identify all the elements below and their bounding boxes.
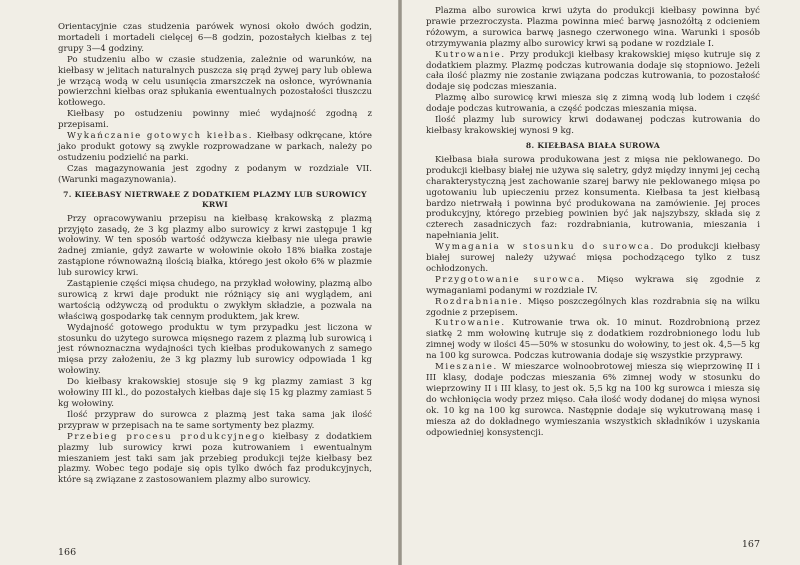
process-lead: Przebieg procesu produkcyjnego: [67, 431, 266, 442]
paragraph-item: [426, 318, 760, 362]
item-lead: Rozdrabnianie.: [435, 296, 524, 307]
item-lead: Przygotowanie surowca.: [435, 274, 586, 285]
paragraph-finishing: [58, 131, 372, 164]
paragraph: Plazmę albo surowicę krwi miesza się z zimną wodą lub lodem i część dodaje podczas kutrowania, a część podczas mieszania mięsa.: [426, 93, 760, 115]
finishing-lead: Wykańczanie gotowych kiełbas.: [67, 131, 254, 142]
item-text: W mieszarce wolnoobrotowej miesza się wieprzowinę II i III klasy, dodaje podczas mieszania 6% zimnej wody w stosunku do wieprzowiny II i III klasy, to jest ok. 5,5 kg na 100 kg surowca i miesza się do wchłonięcia wody przez mięso. Cała ilość wody dodanej do mięsa wynosi ok. 10 kg na 100 kg surowca. Następnie dodaje się wykutrowaną masę i miesza aż do dokładnego wymieszania wszystkich składników i uzyskania odpowiedniej konsystencji.: [426, 362, 760, 438]
kutrowanie-lead: Kutrowanie.: [435, 49, 506, 60]
process-text: kiełbasy z dodatkiem plazmy lub surowicy krwi poza kutrowaniem i ewentualnym mieszaniem jest taki sam jak przebieg produkcji tejże kiełbasy bez plazmy. Wobec tego podaje się opis tylko dwóch faz produkcyjnych, które są związane z zastosowaniem plazmy albo surowicy.: [58, 431, 373, 486]
finishing-text: Kiełbasy odkręcane, które jako produkt gotowy są zwykle rozprowadzane w parkach, należy po ostudzeniu podzielić na parki.: [58, 131, 372, 163]
paragraph-item: [426, 242, 760, 275]
paragraph: Orientacyjnie czas studzenia parówek wynosi około dwóch godzin, mortadeli i mortadeli cielęcej 6—8 godzin, pozostałych kiełbas z tej grupy 3—4 godziny.: [58, 22, 372, 54]
paragraph-item: [426, 297, 760, 319]
paragraph-item: [426, 362, 760, 438]
item-text: Mięso poszczególnych klas rozdrabnia się na wilku zgodnie z przepisem.: [426, 296, 760, 318]
page-number: 166: [58, 547, 77, 558]
item-lead: Mieszanie.: [435, 362, 498, 373]
paragraph: Po studzeniu albo w czasie studzenia, zależnie od warunków, na kiełbasy w jelitach naturalnych puszcza się prąd żywej pary lub oblewa je wrzącą wodą w celu usunięcia zmarszczek na osłonce, wyrównania powierzchni kiełbas oraz spłukania ewentualnych pozostałości tłuszczu kotłowego.: [58, 54, 372, 109]
left-page: [0, 0, 398, 565]
item-text: Mięso wykrawa się zgodnie z wymaganiami podanymi w rozdziale IV.: [426, 274, 760, 296]
right-page: [402, 0, 800, 565]
paragraph: Kiełbasa biała surowa produkowana jest z mięsa nie peklowanego. Do produkcji kiełbasy białej nie używa się saletry, gdyż między innymi jej cechą charakterystyczną jest zachowanie szarej barwy nie peklowanego mięsa po ugotowaniu lub upieczeniu przez konsumenta. Kiełbasa ta jest kiełbasą bardzo nietrwałą i powinna być produkowana na zamówienie. Jej proces produkcyjny, którego przebieg powinien być jak najszybszy, składa się z czterech zasadniczych faz: rozdrabniania, kutrowania, mieszania i napełniania jelit.: [426, 154, 760, 242]
paragraph-item: [426, 275, 760, 297]
section-heading: 7. KIEŁBASY NIETRWAŁE Z DODATKIEM PLAZMY LUB SUROWICY KRWI: [63, 189, 367, 209]
page-number: 167: [741, 539, 760, 550]
paragraph: Wydajność gotowego produktu w tym przypadku jest liczona w stosunku do użytego surowca mięsnego razem z plazmą lub surowicą i jest równoznaczna wydajności tych kiełbas produkowanych z samego mięsa przy założeniu, że 3 kg plazmy lub surowicy odpowiada 1 kg wołowiny.: [58, 322, 372, 377]
paragraph-kutrowanie: [426, 50, 760, 94]
paragraph: Plazma albo surowica krwi użyta do produkcji kiełbasy powinna być prawie przezroczysta. Plazma powinna mieć barwę jasnożółtą z odcieniem różowym, a surowica barwę jasnego czerwonego wina. Warunki i sposób otrzymywania plazmy albo surowicy krwi są podane w rozdziale I.: [426, 6, 760, 49]
paragraph: Ilość plazmy lub surowicy krwi dodawanej podczas kutrowania do kiełbasy krakowskiej wynosi 9 kg.: [426, 115, 760, 136]
paragraph: Zastąpienie części mięsa chudego, na przykład wołowiny, plazmą albo surowicą z krwi daje produkt nie różniący się ani wyglądem, ani wartością odżywczą od produktu o zwykłym składzie, a pozwala na właściwą gospodarkę tak cennym produktem, jak krew.: [58, 279, 372, 322]
paragraph: Czas magazynowania jest zgodny z podanym w rozdziale VII. (Warunki magazynowania).: [58, 163, 372, 185]
item-lead: Kutrowanie.: [435, 318, 506, 329]
item-text: Kutrowanie trwa ok. 10 minut. Rozdrobnioną przez siatkę 2 mm wołowinę kutruje się z dodatkiem rozdrobnionego lodu lub zimnej wody w ilości 45—50% w stosunku do wołowiny, to jest ok. 4,5—5 kg na 100 kg surowca. Podczas kutrowania dodaje się wszystkie przyprawy.: [426, 318, 760, 362]
paragraph-process: [58, 432, 372, 487]
paragraph: Przy opracowywaniu przepisu na kiełbasę krakowską z plazmą przyjęto zasadę, że 3 kg plazmy albo surowicy z krwi zastępuje 1 kg wołowiny. W ten sposób wartość odżywcza kiełbasy nie ulega prawie żadnej zmianie, gdyż zawarte w wołowinie około 18% białka zostaje zastąpione równoważną ilością białka, którego jest około 6% w plazmie lub surowicy krwi.: [58, 213, 372, 279]
item-text: Do produkcji kiełbasy białej surowej należy używać mięsa pochodzącego tylko z tusz ochłodzonych.: [426, 242, 760, 274]
paragraph: Kiełbasy po ostudzeniu powinny mieć wydajność zgodną z przepisami.: [58, 109, 372, 131]
item-lead: Wymagania w stosunku do surowca.: [435, 242, 655, 253]
section-heading: 8. KIEŁBASA BIAŁA SUROWA: [525, 140, 661, 150]
paragraph: Do kiełbasy krakowskiej stosuje się 9 kg plazmy zamiast 3 kg wołowiny III kl., do pozostałych kiełbas daje się 15 kg plazmy zamiast 5 kg wołowiny.: [58, 377, 372, 409]
kutrowanie-text: Przy produkcji kiełbasy krakowskiej mięso kutruje się z dodatkiem plazmy. Plazmę podczas kutrowania dodaje się stopniowo. Jeżeli cała ilość plazmy nie zostanie związana podczas kutrowania, to pozostałość dodaje się podczas mieszania.: [426, 49, 760, 93]
paragraph: Ilość przypraw do surowca z plazmą jest taka sama jak ilość przypraw w przepisach na te same sortymenty bez plazmy.: [58, 409, 372, 431]
